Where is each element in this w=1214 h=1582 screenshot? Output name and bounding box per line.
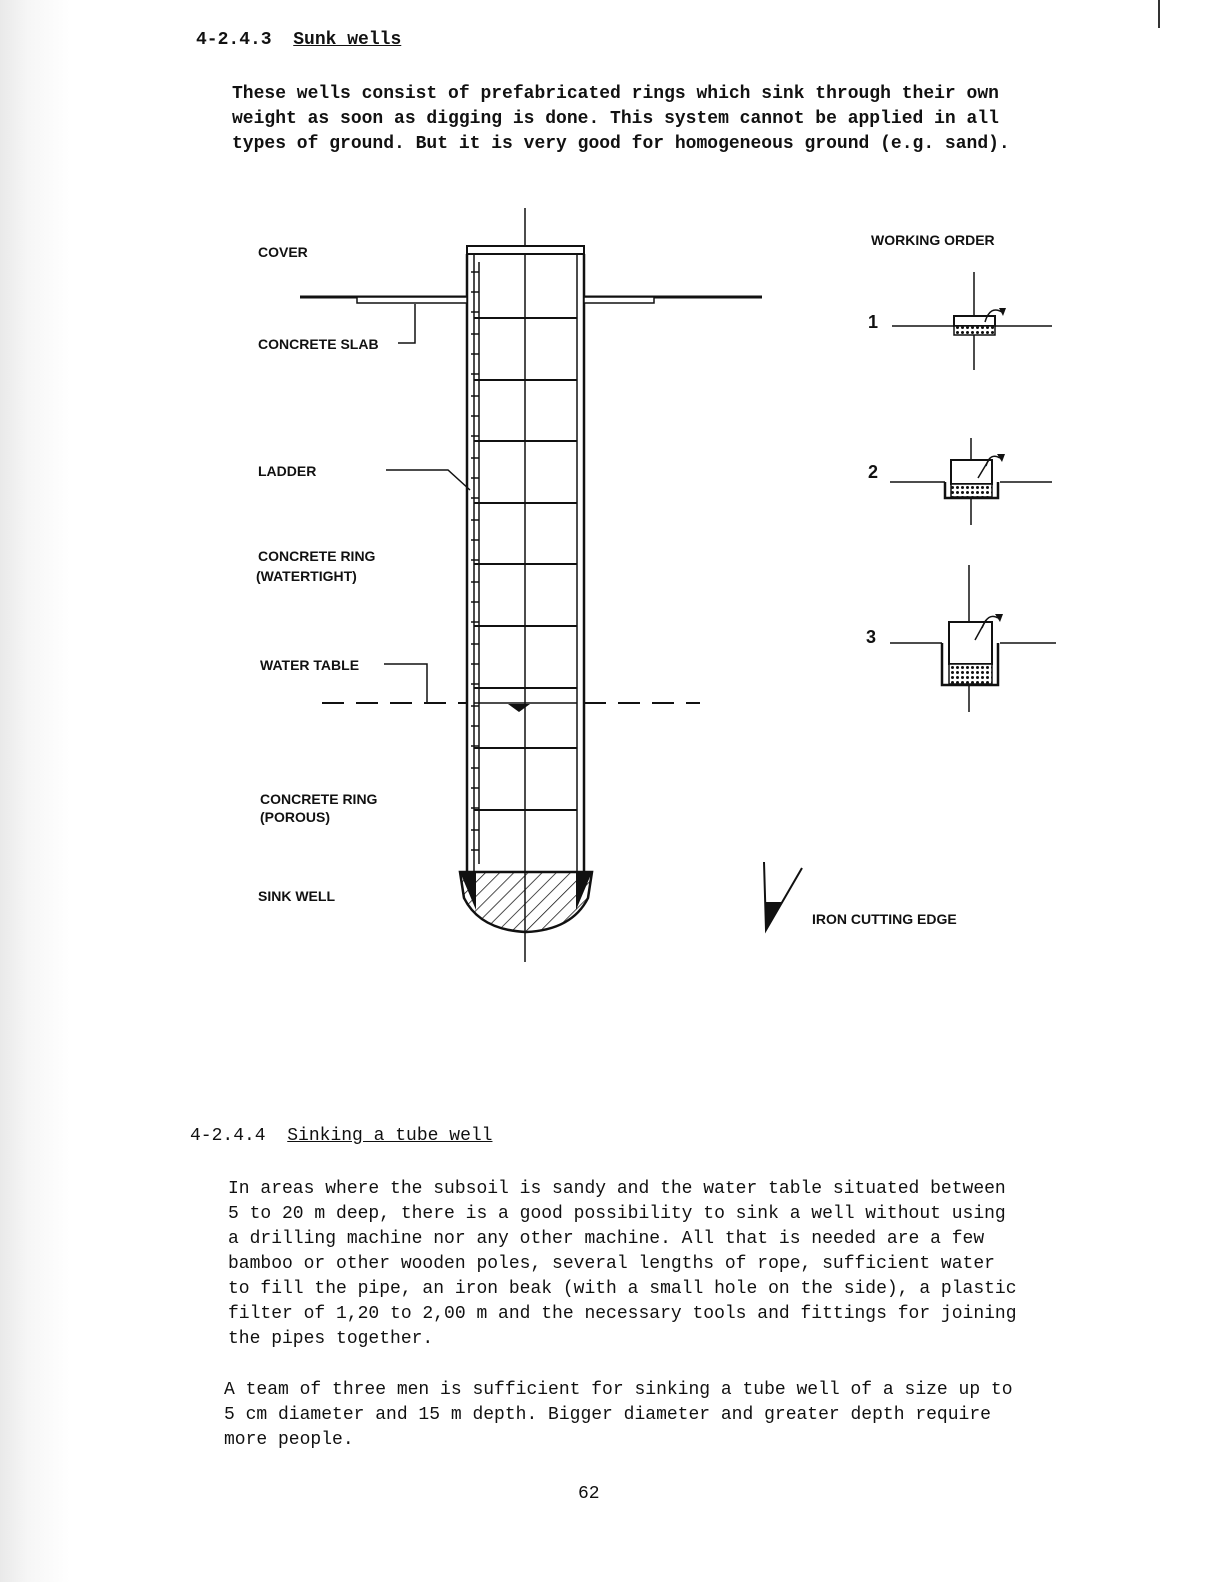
page-number: 62 (578, 1484, 600, 1504)
label-cover: COVER (258, 244, 308, 260)
label-ring-porous-note: (POROUS) (260, 809, 330, 825)
section-title: Sinking a tube well (287, 1126, 493, 1146)
label-working-order: WORKING ORDER (871, 232, 995, 248)
label-ring-porous: CONCRETE RING (260, 791, 378, 807)
paragraph-line: weight as soon as digging is done. This system cannot be applied in all (232, 109, 999, 129)
paragraph-line: These wells consist of prefabricated rings which sink through their own (232, 84, 999, 104)
sunk-well-figure (0, 190, 1214, 980)
well-shaft (300, 208, 762, 962)
tube-well-paragraph-2 (224, 1378, 1104, 1453)
tube-well-paragraph-1 (228, 1177, 1108, 1352)
working-step-2 (868, 438, 1052, 525)
working-step-1 (868, 272, 1052, 370)
label-water-table: WATER TABLE (260, 657, 360, 673)
iron-cutting-edge-symbol (764, 862, 802, 930)
step-number: 1 (868, 312, 879, 332)
section-number: 4-2.4.4 (190, 1126, 266, 1146)
paragraph-line: 5 to 20 m deep, there is a good possibility to sink a well without using (228, 1204, 1006, 1224)
label-concrete-slab: CONCRETE SLAB (258, 336, 379, 352)
sunk-wells-paragraph (232, 82, 1112, 157)
margin-rule (1158, 0, 1160, 28)
cutting-shoe (460, 872, 592, 932)
section-heading-433 (196, 30, 401, 50)
paragraph-line: A team of three men is sufficient for sinking a tube well of a size up to (224, 1380, 1013, 1400)
leader-lines (384, 304, 470, 702)
label-ring-watertight: CONCRETE RING (258, 548, 376, 564)
paragraph-line: filter of 1,20 to 2,00 m and the necessary tools and fittings for joining (228, 1304, 1017, 1324)
step-number: 3 (866, 627, 877, 647)
concrete-slab-left (357, 297, 467, 303)
label-ring-watertight-note: (WATERTIGHT) (256, 568, 357, 584)
paragraph-line: more people. (224, 1430, 354, 1450)
section-title: Sunk wells (293, 30, 402, 50)
paragraph-line: the pipes together. (228, 1329, 434, 1349)
paragraph-line: to fill the pipe, an iron beak (with a small hole on the side), a plastic (228, 1279, 1017, 1299)
paragraph-line: bamboo or other wooden poles, several lengths of rope, sufficient water (228, 1254, 995, 1274)
paragraph-line: 5 cm diameter and 15 m depth. Bigger diameter and greater depth require (224, 1405, 991, 1425)
water-level-marker (508, 704, 530, 712)
step-number: 2 (868, 462, 879, 482)
label-ladder: LADDER (258, 463, 317, 479)
concrete-slab-right (584, 297, 654, 303)
label-sink-well: SINK WELL (258, 888, 335, 904)
working-step-3 (866, 565, 1056, 712)
label-iron-cutting-edge: IRON CUTTING EDGE (812, 911, 957, 927)
paragraph-line: In areas where the subsoil is sandy and the water table situated between (228, 1179, 1006, 1199)
paragraph-line: types of ground. But it is very good for homogeneous ground (e.g. sand). (232, 134, 1010, 154)
section-heading-434 (190, 1126, 492, 1146)
well-cover (467, 246, 584, 254)
section-number: 4-2.4.3 (196, 30, 272, 50)
paragraph-line: a drilling machine nor any other machine. All that is needed are a few (228, 1229, 985, 1249)
